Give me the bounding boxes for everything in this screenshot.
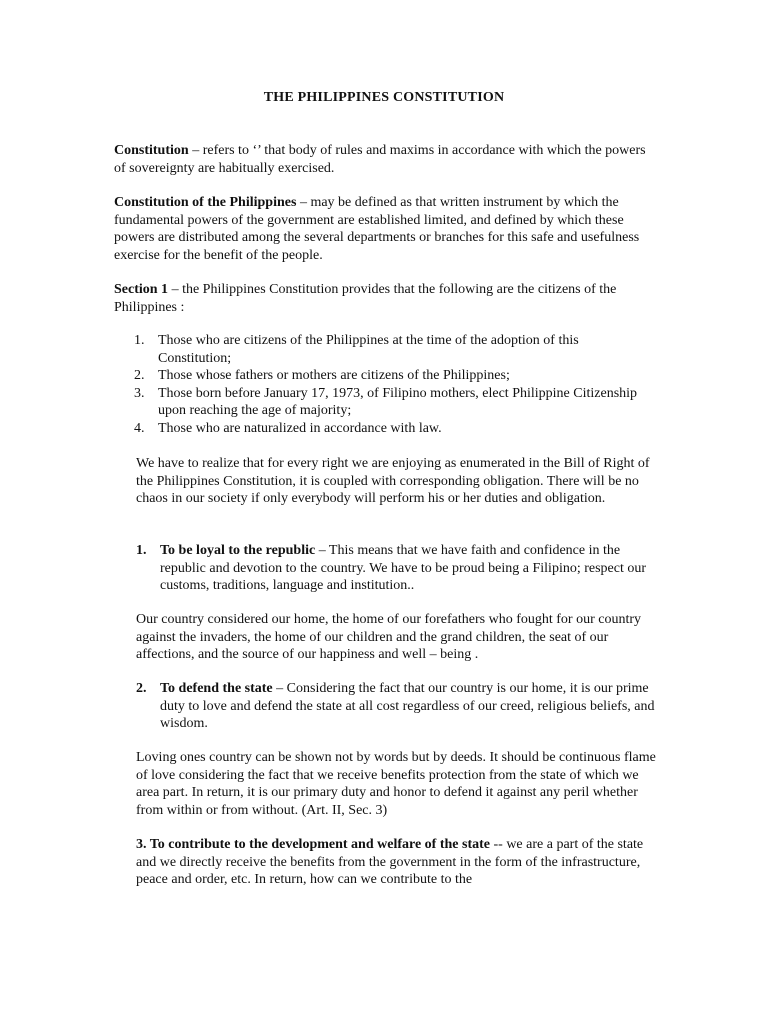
list-item xyxy=(114,420,654,438)
rights-obligations-paragraph: We have to realize that for every right we are enjoying as enumerated in the Bill of Right of the Philippines Constitution, it is coupled with corresponding obligation. There will be no chaos in our society if only everybody will perform his or her duties and obligation. xyxy=(136,456,650,506)
duty-loyal-to-republic xyxy=(136,542,658,595)
definition-constitution xyxy=(114,142,654,177)
citizens-list xyxy=(114,332,654,437)
term-constitution-of-philippines: Constitution of the Philippines xyxy=(114,195,297,210)
list-item xyxy=(114,385,654,420)
duty-term: 3. To contribute to the development and welfare of the state xyxy=(136,837,490,852)
country-home-paragraph: Our country considered our home, the home of our forefathers who fought for our country against the invaders, the home of our children and the grand children, the seat of our affections, and the source of our happiness and well – being . xyxy=(136,612,642,662)
duty-number: 1. xyxy=(136,543,147,558)
document-title: THE PHILIPPINES CONSTITUTION xyxy=(263,90,505,105)
term-section-1: Section 1 xyxy=(114,282,169,297)
list-number: 1. xyxy=(134,333,145,348)
duty-contribute-development xyxy=(136,836,644,889)
term-constitution: Constitution xyxy=(114,143,189,158)
duty-term: To be loyal to the republic xyxy=(160,543,316,558)
list-text: Those whose fathers or mothers are citizens of the Philippines; xyxy=(158,368,510,383)
list-text: Those who are citizens of the Philippines at the time of the adoption of this Constitution; xyxy=(158,333,579,366)
list-number: 4. xyxy=(134,420,145,436)
duty-defend-state xyxy=(136,680,658,733)
definition-text: – may be defined as that written instrument by which the fundamental powers of the government are established limited, and defined by which these powers are distributed among the several departments or branches for this safe and usefulness exercise for the benefit of the people. xyxy=(114,195,640,263)
list-number: 3. xyxy=(134,385,145,401)
list-number: 2. xyxy=(134,368,145,383)
duty-text: – Considering the fact that our country is our home, it is our prime duty to love and defend the state at all cost regardless of our creed, religious beliefs, and wisdom. xyxy=(160,681,655,731)
definition-constitution-of-philippines xyxy=(114,194,654,264)
duty-text: -- we are a part of the state and we directly receive the benefits from the government in the form of the infrastructure, peace and order, etc. In return, how can we contribute to the xyxy=(136,837,644,887)
duty-number: 2. xyxy=(136,681,147,696)
duty-text: – This means that we have faith and confidence in the republic and devotion to the country. We have to be proud being a Filipino; respect our customs, traditions, language and institution.. xyxy=(160,543,647,593)
duty-term: To defend the state xyxy=(160,681,273,696)
section-1-text: – the Philippines Constitution provides that the following are the citizens of the Philippines : xyxy=(114,282,617,315)
definition-text: – refers to ‘’ that body of rules and maxims in accordance with which the powers of sovereignty are habitually exercised. xyxy=(114,143,646,176)
list-text: Those who are naturalized in accordance with law. xyxy=(158,420,442,436)
loving-country-paragraph: Loving ones country can be shown not by words but by deeds. It should be continuous flame of love considering the fact that we receive benefits protection from the state of which we area part. In return, it is our primary duty and honor to defend it against any peril whether from within or from without. (Art. II, Sec. 3) xyxy=(136,750,656,818)
list-item xyxy=(114,332,654,367)
list-item xyxy=(114,367,654,385)
section-1-paragraph xyxy=(114,281,659,316)
list-text: Those born before January 17, 1973, of Filipino mothers, elect Philippine Citizenship upon reaching the age of majority; xyxy=(158,385,638,418)
